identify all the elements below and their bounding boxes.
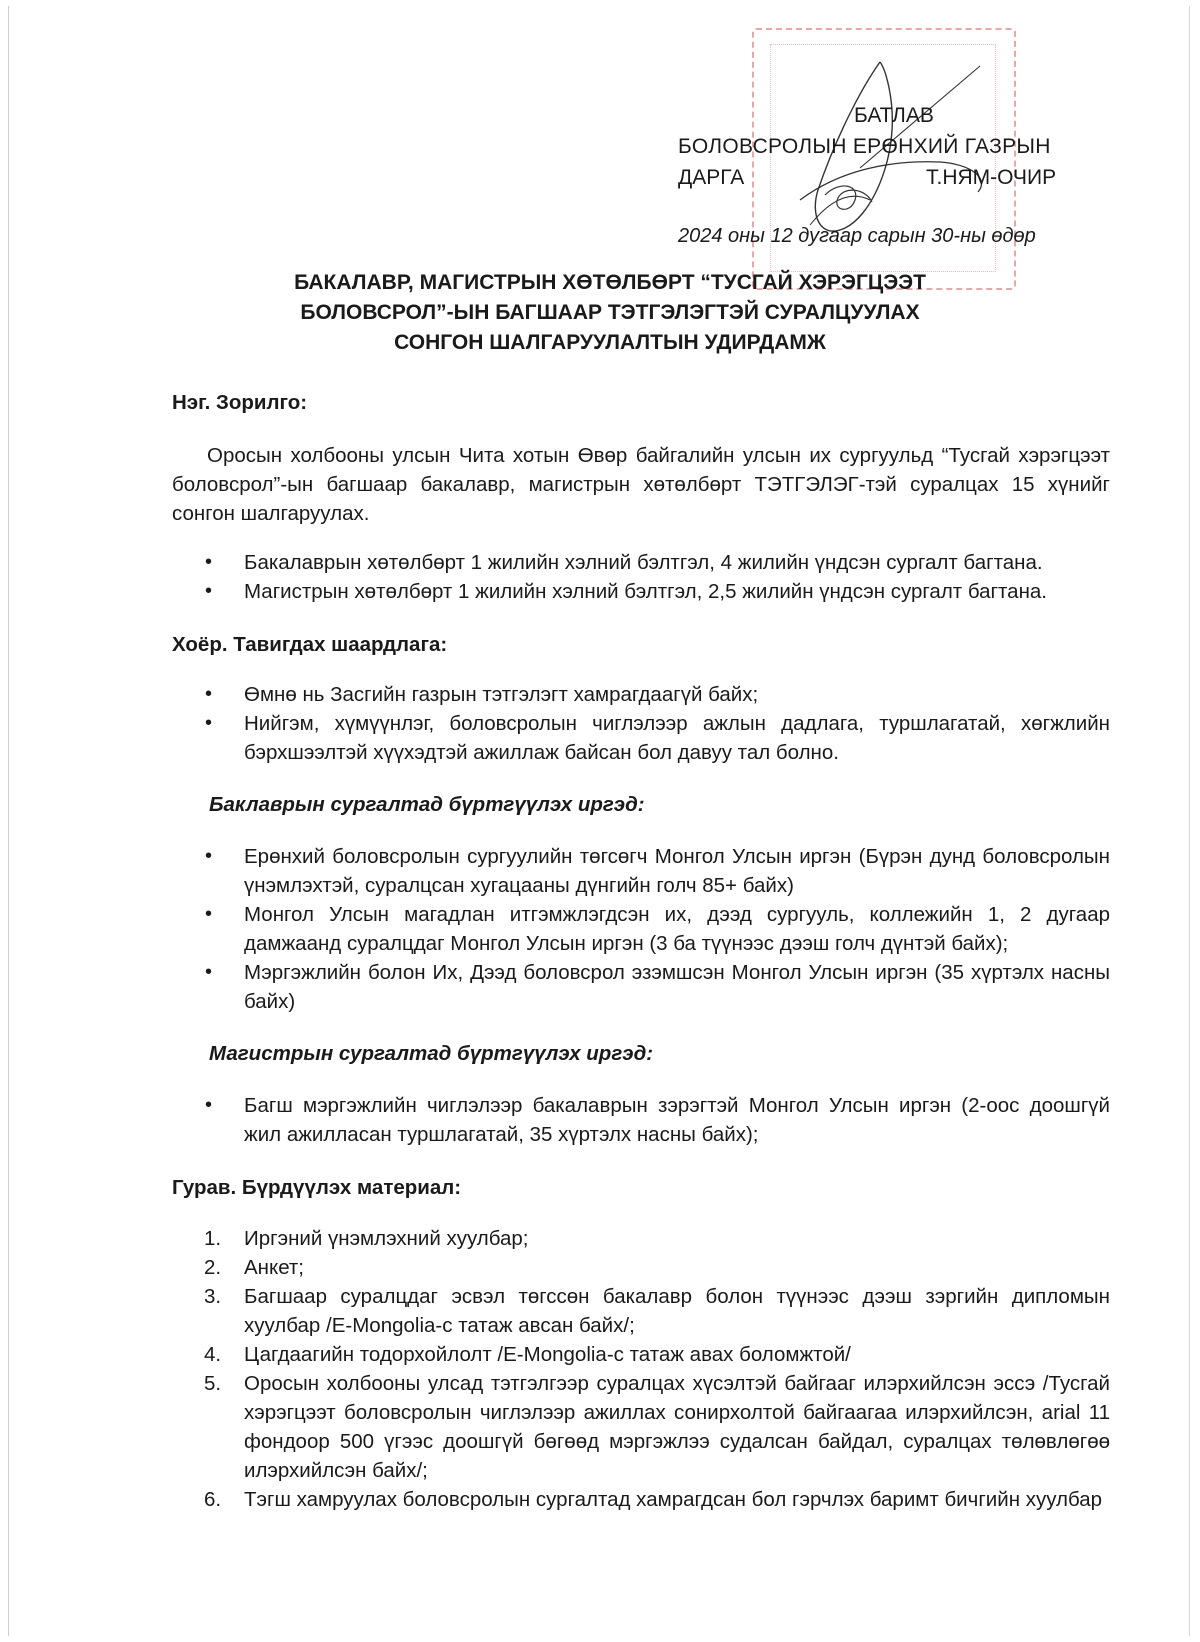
section-3-title: Гурав. Бүрдүүлэх материал: — [172, 1176, 462, 1199]
list-item: • Багш мэргэжлийн чиглэлээр бакалаврын зэрэгтэй Монгол Улсын иргэн (2-оос доошгүй жил ажилласан туршлагатай, 35 хүртэлх насны байх); — [172, 1091, 1110, 1149]
approval-position: ДАРГА — [678, 166, 745, 189]
item-number: 5. — [204, 1372, 222, 1395]
list-item: • Мэргэжлийн болон Их, Дээд боловсрол эзэмшсэн Монгол Улсын иргэн (35 хүртэлх насны байх) — [172, 958, 1110, 1016]
section-1-title: Нэг. Зорилго: — [172, 391, 308, 414]
master-bullets — [172, 1091, 1110, 1149]
approval-label: БАТЛАВ — [854, 104, 934, 127]
title-line-2: БОЛОВСРОЛ”-ЫН БАГШААР ТЭТГЭЛЭГТЭЙ СУРАЛЦУУЛАХ — [300, 301, 920, 324]
section-2-bullets — [172, 680, 1110, 767]
bachelor-subtitle: Баклаврын сургалтад бүртгүүлэх иргэд: — [209, 793, 645, 816]
list-item: • Ерөнхий боловсролын сургуулийн төгсөгч Монгол Улсын иргэн (Бүрэн дунд боловсролын үнэмлэхтэй, суралцсан хугацааны дүнгийн голч 85+ байх) — [172, 842, 1110, 900]
list-item — [172, 1485, 1110, 1514]
list-item: • Монгол Улсын магадлан итгэмжлэгдсэн их, дээд сургууль, коллежийн 1, 2 дугаар дамжаанд суралцдаг Монгол Улсын иргэн (3 ба түүнээс дээш голч дүнтэй байх); — [172, 900, 1110, 958]
item-text: Анкет; — [244, 1256, 304, 1279]
document-body — [172, 388, 1110, 1514]
item-number: 6. — [204, 1488, 222, 1511]
bachelor-bullets — [172, 842, 1110, 1016]
list-item: • Бакалаврын хөтөлбөрт 1 жилийн хэлний бэлтгэл, 4 жилийн үндсэн сургалт багтана. — [172, 548, 1110, 577]
list-item — [172, 1282, 1110, 1340]
title-line-1: БАКАЛАВР, МАГИСТРЫН ХӨТӨЛБӨРТ “ТУСГАЙ ХЭРЭГЦЭЭТ — [294, 271, 926, 294]
list-item: • Нийгэм, хүмүүнлэг, боловсролын чиглэлээр ажлын дадлага, туршлагатай, хөгжлийн бэрхшээлтэй хүүхэдтэй ажиллаж байсан бол давуу тал болно. — [172, 709, 1110, 767]
section-1-bullets — [172, 548, 1110, 606]
list-item — [172, 1253, 1110, 1282]
item-text: Багшаар суралцдаг эсвэл төгссөн бакалавр болон түүнээс дээш зэргийн дипломын хуулбар /E-Mongolia-с татаж авсан байх/; — [244, 1285, 1110, 1337]
item-text: Тэгш хамруулах боловсролын сургалтад хамрагдсан бол гэрчлэх баримт бичгийн хуулбар — [244, 1488, 1103, 1511]
list-item — [172, 1340, 1110, 1369]
item-number: 3. — [204, 1285, 222, 1308]
item-text: Иргэний үнэмлэхний хуулбар; — [244, 1227, 529, 1250]
item-number: 2. — [204, 1256, 222, 1279]
section-2-title: Хоёр. Тавигдах шаардлага: — [172, 633, 448, 656]
approval-signer-name: Т.НЯМ-ОЧИР — [926, 166, 1057, 189]
document-title — [170, 268, 1050, 358]
list-item — [172, 1224, 1110, 1253]
approval-date: 2024 оны 12 дугаар сарын 30-ны өдөр — [678, 225, 1036, 247]
list-item — [172, 1369, 1110, 1485]
item-number: 1. — [204, 1227, 222, 1250]
section-1-paragraph: Оросын холбооны улсын Чита хотын Өвөр байгалийн улсын их сургуульд “Тусгай хэрэгцээт боловсрол”-ын багшаар бакалавр, магистрын хөтөлбөрт ТЭТГЭЛЭГ-тэй суралцах 15 хүнийг сонгон шалгаруулах. — [172, 444, 1110, 525]
item-text: Цагдаагийн тодорхойлолт /E-Mongolia-с татаж авах боломжтой/ — [244, 1343, 851, 1366]
approval-organization: БОЛОВСРОЛЫН ЕРӨНХИЙ ГАЗРЫН — [678, 135, 1051, 158]
item-text: Оросын холбооны улсад тэтгэлгээр суралцах хүсэлтэй байгааг илэрхийлсэн эссэ /Тусгай хэрэгцээт боловсролын чиглэлээр ажиллах сонирхолтой байгаагаа илэрхийлсэн, arial 11 фондоор 500 үгээс доошгүй бөгөөд мэргэжлээ судалсан байдал, суралцах төлөвлөгөө илэрхийлсэн байх/; — [244, 1372, 1110, 1482]
title-line-3: СОНГОН ШАЛГАРУУЛАЛТЫН УДИРДАМЖ — [394, 331, 826, 354]
section-3-list — [172, 1224, 1110, 1514]
master-subtitle: Магистрын сургалтад бүртгүүлэх иргэд: — [209, 1042, 654, 1065]
item-number: 4. — [204, 1343, 222, 1366]
list-item: • Өмнө нь Засгийн газрын тэтгэлэгт хамрагдаагүй байх; — [172, 680, 1110, 709]
list-item: • Магистрын хөтөлбөрт 1 жилийн хэлний бэлтгэл, 2,5 жилийн үндсэн сургалт багтана. — [172, 577, 1110, 606]
